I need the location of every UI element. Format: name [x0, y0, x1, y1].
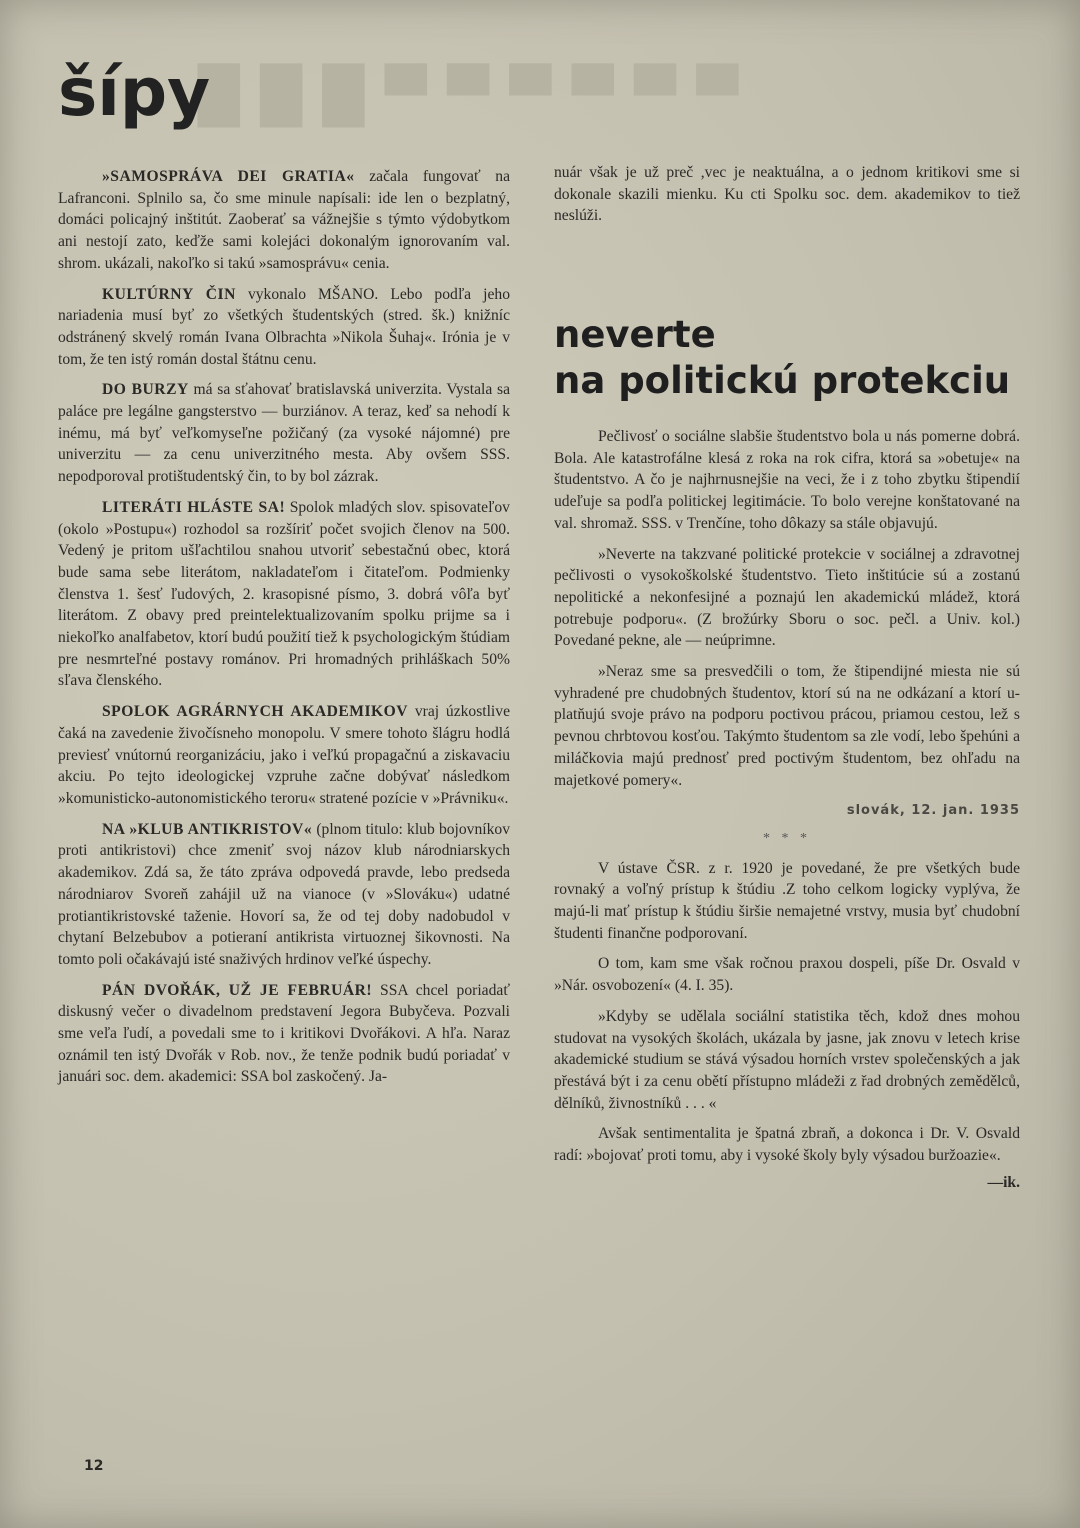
item-spolok-agrarnych: [58, 701, 510, 810]
item-kulturny-cin: [58, 284, 510, 371]
show-through-text-top: █ █ █ ▀ ▀ ▀ ▀ ▀ ▀: [198, 64, 740, 127]
article-paragraph: »Neverte na takzvané politické protekcie v sociálnej a zdravotnej pečlivosti o vysokoškolské študentstvo. Tieto inštitúcie sú a zostanú nepolitické a nekonfesijné a poznajú len akademickú mládež, ktorá potrebuje podporu«. (Z brožúrky Sboru o soc. pečl. a Univ. kol.) Povedané pekne, ale — neúprimne.: [554, 545, 1020, 650]
item-do-burzy: [58, 379, 510, 488]
item-text: SSA chcel poriadať diskusný večer o divadelnom predstavení Jegora Bubyčeva. Pozvali sme veľa ľudí, a povedali sme to i kritikovi Dvořákovi. A hľa. Naraz oznámil ten istý Dvořák v Rob. nov., že tenže podnik budú poriadať v januári soc. dem. akademici: SSA bol zaskočený. Ja-: [58, 981, 510, 1086]
item-klub-antikristov: [58, 819, 510, 971]
item-head: NA »KLUB ANTIKRISTOV«: [102, 820, 313, 838]
headline-line-1: neverte: [554, 313, 716, 356]
continued-text: nuár však je už preč ,vec je neaktuálna, a o jednom kritikovi sme si dokonale skazili mienku. Ku cti Spolku soc. dem. akademikov to tiež neslúži.: [554, 164, 1020, 225]
article-paragraph: Avšak sentimentalita je špatná zbraň, a dokonca i Dr. V. Osvald radí: »bojovať proti tomu, aby i vysoké školy byly výsadou buržoazie«.: [554, 1125, 1020, 1165]
item-head: PÁN DVOŘÁK, UŽ JE FEBRUÁR!: [102, 981, 373, 999]
page-number: 12: [84, 1458, 104, 1474]
item-text: (plnom titulo: klub bojovníkov proti antikristovi) chce zmeniť svoj názov klub národniarskych akademikov. Zdá sa, že táto zpráva odpovedá pravde, lebo predseda národniarov Svoreň zahájil už na vianoce (v »Slováku«) udatné protiantikristovské taženie. Hovorí sa, že od tej doby nadobudol v chytaní Belzebubov a potieraní antikrista virtuoznej šikovnosti. Na tomto poli očakávajú isté snaživých hrdinov veľké úspechy.: [58, 820, 510, 968]
article-paragraph: »Kdyby se udělala sociální statistika těch, kdož dnes mohou studovat na vysokých školách, ukázala by jasne, jak znovu v letech krise akademické studium se stává výsadou horních vrstev společenských a jak přestává být i za cenu obětí přístupno mládeži z řad drobných zemědělců, dělníků, živnostníků . . . «: [554, 1007, 1020, 1112]
section-divider: * * *: [763, 830, 811, 846]
item-text: Spolok mladých slov. spisovateľov (okolo »Postupu«) rozhodol sa rozšíriť počet svojich členov na 500. Vedený je pritom ušľachtilou snahou utvoriť sebestačnú obec, ktorá bude sama sebe literátom, nakladateľom i čitateľom. Podmienky členstva 1. šesť ľudových, 2. krasopisné písmo, 3. dobrá vôľa byť literátom. Z obavy pred preintelektualizovaním spolku prijme sa i niekoľko analfabetov, ktorí budú použití tiež k psychologickým štúdiam pre nesmrteľné postavy románov. Pri hromadných prihláškach 50% sľava členského.: [58, 498, 510, 690]
item-text: má sa sťahovať bratislavská univerzita. Vystala sa paláce pre legálne gangsterstvo — burziánov. A teraz, keď sa nehodí k inému, má byť veľkomyseľne požičaný (za vysoké nájomné) pre univerzitu — za cenu univerzitného mesta. Aby ovšem SSS. nepodporoval protištudentský čin, to by bol zázrak.: [58, 381, 510, 486]
item-head: SPOLOK AGRÁRNYCH AKADEMIKOV: [102, 703, 409, 721]
article-paragraph: O tom, kam sme však ročnou praxou dospeli, píše Dr. Osvald v »Nár. osvobození« (4. I. 35).: [554, 955, 1020, 995]
item-samosprava: [58, 166, 510, 275]
article-body: [554, 426, 1020, 1194]
quote-source: slovák, 12. jan. 1935: [846, 803, 1020, 819]
article-paragraph: V ústave ČSR. z r. 1920 je povedané, že pre všetkých bude rovnaký a voľný prístup k štúdiu .Z toho celkom logicky vyplýva, že majú-li mať prístup k štúdiu širšie nemajetné vrstvy, musia byť chudobní študenti finančne podporovaní.: [554, 859, 1020, 942]
author-signature: —ik.: [987, 1173, 1020, 1191]
item-head: LITERÁTI HLÁSTE SA!: [102, 498, 286, 516]
article-paragraph: »Neraz sme sa presvedčili o tom, že štipendijné miesta nie sú vyhradené pre chudobných študentov, ktorí sú na ne odkázaní a ktorí u-platňujú svoje právo na podporu poctivou prácou, priamou cestou, lež s pevnou chrbtovou kosťou. Takýmto študentom sa zle vodí, lebo špehúni a miláčkovia majú prednosť pred poctivým študentom, bez ohľadu na majetkové pomery«.: [554, 663, 1020, 789]
headline-line-2: na politickú protekciu: [554, 359, 1011, 402]
item-text: vraj úzkostlive čaká na zavedenie živočísneho monopolu. V smere tohoto šlágru hodlá previesť vnútornú reorganizáciu, jako i veľkú propagačnú a ziskavaciu akciu. Po tejto ideologickej vzpruhe začne dobývať následkom »komunisticko-autonomistického teroru« stratené pozície v »Právniku«.: [58, 703, 510, 807]
item-head: »SAMOSPRÁVA DEI GRATIA«: [102, 168, 355, 185]
article-paragraph: Pečlivosť o sociálne slabšie študentstvo bola u nás pomerne dobrá. Bola. Ale katastrofálne klesá z roka na rok cifra, ktorá sa »obetuje« na študentstvo. A čo je najhrnusnejšie na veci, že i z toho zbytku štipendií udeľuje sa podľa politickej legitimácie. To bolo verejne konštatované na val. shromaž. SSS. v Trenčíne, toho dôkazy sa stále objavujú.: [554, 428, 1020, 532]
item-pan-dvorak: [58, 980, 510, 1089]
item-head: DO BURZY: [102, 381, 189, 399]
item-text: vykonalo MŠANO. Lebo podľa jeho nariadenia musí byť zo všetkých študentských (stred. šk.) knižníc odstránený skvelý román Ivana Olbrachta »Nikola Šuhaj«. Irónia je v tom, že ten istý román dostal štátnu cenu.: [58, 285, 510, 368]
article-headline: [554, 312, 1010, 404]
item-text: začala fungovať na Lafranconi. Splnilo sa, čo sme minule napísali: ide len o bezplatný, domáci policajný inštitút. Zaoberať sa vážnejšie s týmto výdobytkom ani nestojí zato, keďže sami kolejáci dokonalým ignorovaním val. shrom. ukázali, nakoľko si takú »samosprávu« cenia.: [58, 168, 511, 272]
page-title: šípy: [58, 54, 211, 131]
item-literati: [58, 497, 510, 692]
right-column-intro: [554, 162, 1020, 236]
left-column: [58, 166, 510, 1097]
item-head: KULTÚRNY ČIN: [102, 285, 236, 303]
